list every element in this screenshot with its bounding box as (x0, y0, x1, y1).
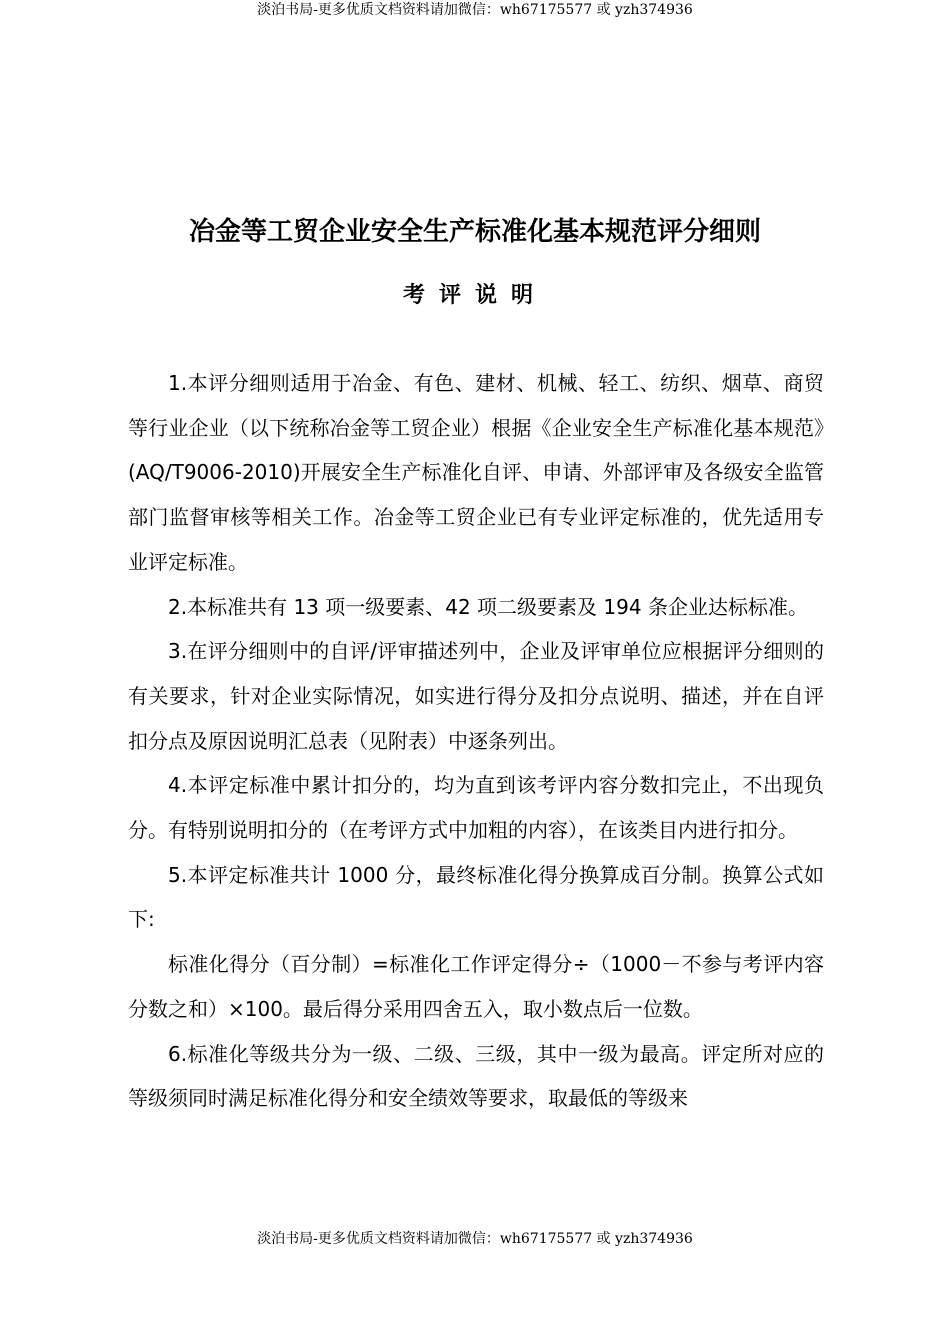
page-header: 淡泊书局-更多优质文档资料请加微信：wh67175577 或 yzh374936 (257, 2, 693, 18)
paragraph-5: 5.本评定标准共计 1000 分，最终标准化得分换算成百分制。换算公式如下: (128, 862, 824, 932)
paragraph-1: 1.本评分细则适用于冶金、有色、建材、机械、轻工、纺织、烟草、商贸等行业企业（以下统称冶金等工贸企业）根据《企业安全生产标准化基本规范》(AQ/T9006-2010)开展安全生产标准化自评、申请、外部评审及各级安全监管部门监督审核等相关工作。冶金等工贸企业已有专业评定标准的，优先适用专业评定标准。 (128, 371, 824, 574)
document-subtitle: 考评说明 (402, 283, 547, 308)
document-body (128, 361, 824, 1121)
paragraph-3: 3.在评分细则中的自评/评审描述列中，企业及评审单位应根据评分细则的有关要求，针对企业实际情况，如实进行得分及扣分点说明、描述，并在自评扣分点及原因说明汇总表（见附表）中逐条列出。 (128, 639, 824, 753)
paragraph-6: 6.标准化等级共分为一级、二级、三级，其中一级为最高。评定所对应的等级须同时满足标准化得分和安全绩效等要求，取最低的等级来 (128, 1041, 824, 1111)
page-footer: 淡泊书局-更多优质文档资料请加微信：wh67175577 或 yzh374936 (257, 1231, 693, 1247)
formula-paragraph: 标准化得分（百分制）=标准化工作评定得分÷（1000－不参与考评内容分数之和）×100。最后得分采用四舍五入，取小数点后一位数。 (128, 952, 824, 1021)
document-title: 冶金等工贸企业安全生产标准化基本规范评分细则 (188, 217, 761, 247)
paragraph-2: 2.本标准共有 13 项一级要素、42 项二级要素及 194 条企业达标标准。 (168, 594, 808, 619)
paragraph-4: 4.本评定标准中累计扣分的，均为直到该考评内容分数扣完止，不出现负分。有特别说明扣分的（在考评方式中加粗的内容），在该类目内进行扣分。 (128, 773, 824, 843)
